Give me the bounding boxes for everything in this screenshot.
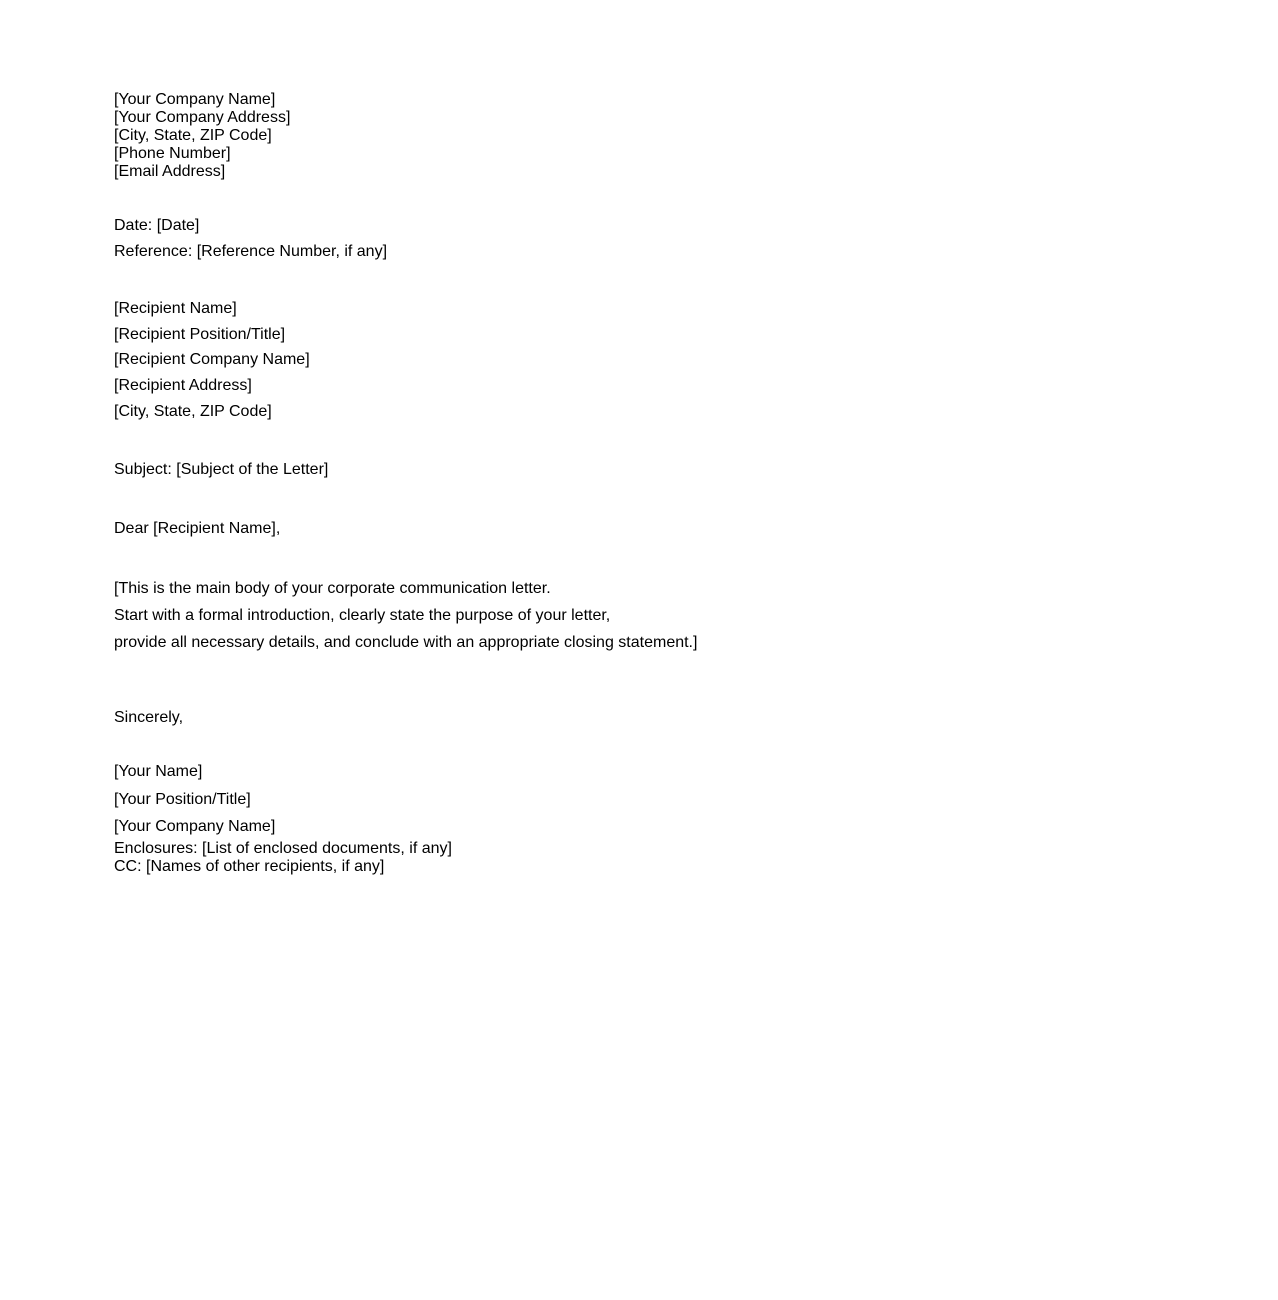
cc-line: CC: [Names of other recipients, if any] bbox=[114, 858, 385, 875]
sender-phone: [Phone Number] bbox=[114, 145, 231, 162]
sender-email: [Email Address] bbox=[114, 163, 226, 180]
reference-line: Reference: [Reference Number, if any] bbox=[114, 243, 388, 260]
subject-line: Subject: [Subject of the Letter] bbox=[114, 461, 329, 478]
body-line-1: [This is the main body of your corporate communication letter. bbox=[114, 580, 551, 597]
signer-name: [Your Name] bbox=[114, 763, 203, 780]
recipient-name: [Recipient Name] bbox=[114, 300, 237, 317]
sender-company: [Your Company Name] bbox=[114, 91, 276, 108]
salutation: Dear [Recipient Name], bbox=[114, 520, 281, 537]
recipient-company: [Recipient Company Name] bbox=[114, 351, 310, 368]
signer-title: [Your Position/Title] bbox=[114, 791, 251, 808]
closing: Sincerely, bbox=[114, 709, 184, 726]
recipient-city: [City, State, ZIP Code] bbox=[114, 403, 272, 420]
sender-city: [City, State, ZIP Code] bbox=[114, 127, 272, 144]
sender-address: [Your Company Address] bbox=[114, 109, 291, 126]
body-line-3: provide all necessary details, and conclude with an appropriate closing statement.] bbox=[114, 634, 698, 651]
body-line-2: Start with a formal introduction, clearly state the purpose of your letter, bbox=[114, 607, 611, 624]
recipient-address: [Recipient Address] bbox=[114, 377, 252, 394]
recipient-title: [Recipient Position/Title] bbox=[114, 326, 286, 343]
enclosures-line: Enclosures: [List of enclosed documents, if any] bbox=[114, 840, 452, 857]
signer-company: [Your Company Name] bbox=[114, 818, 276, 835]
date-line: Date: [Date] bbox=[114, 217, 200, 234]
